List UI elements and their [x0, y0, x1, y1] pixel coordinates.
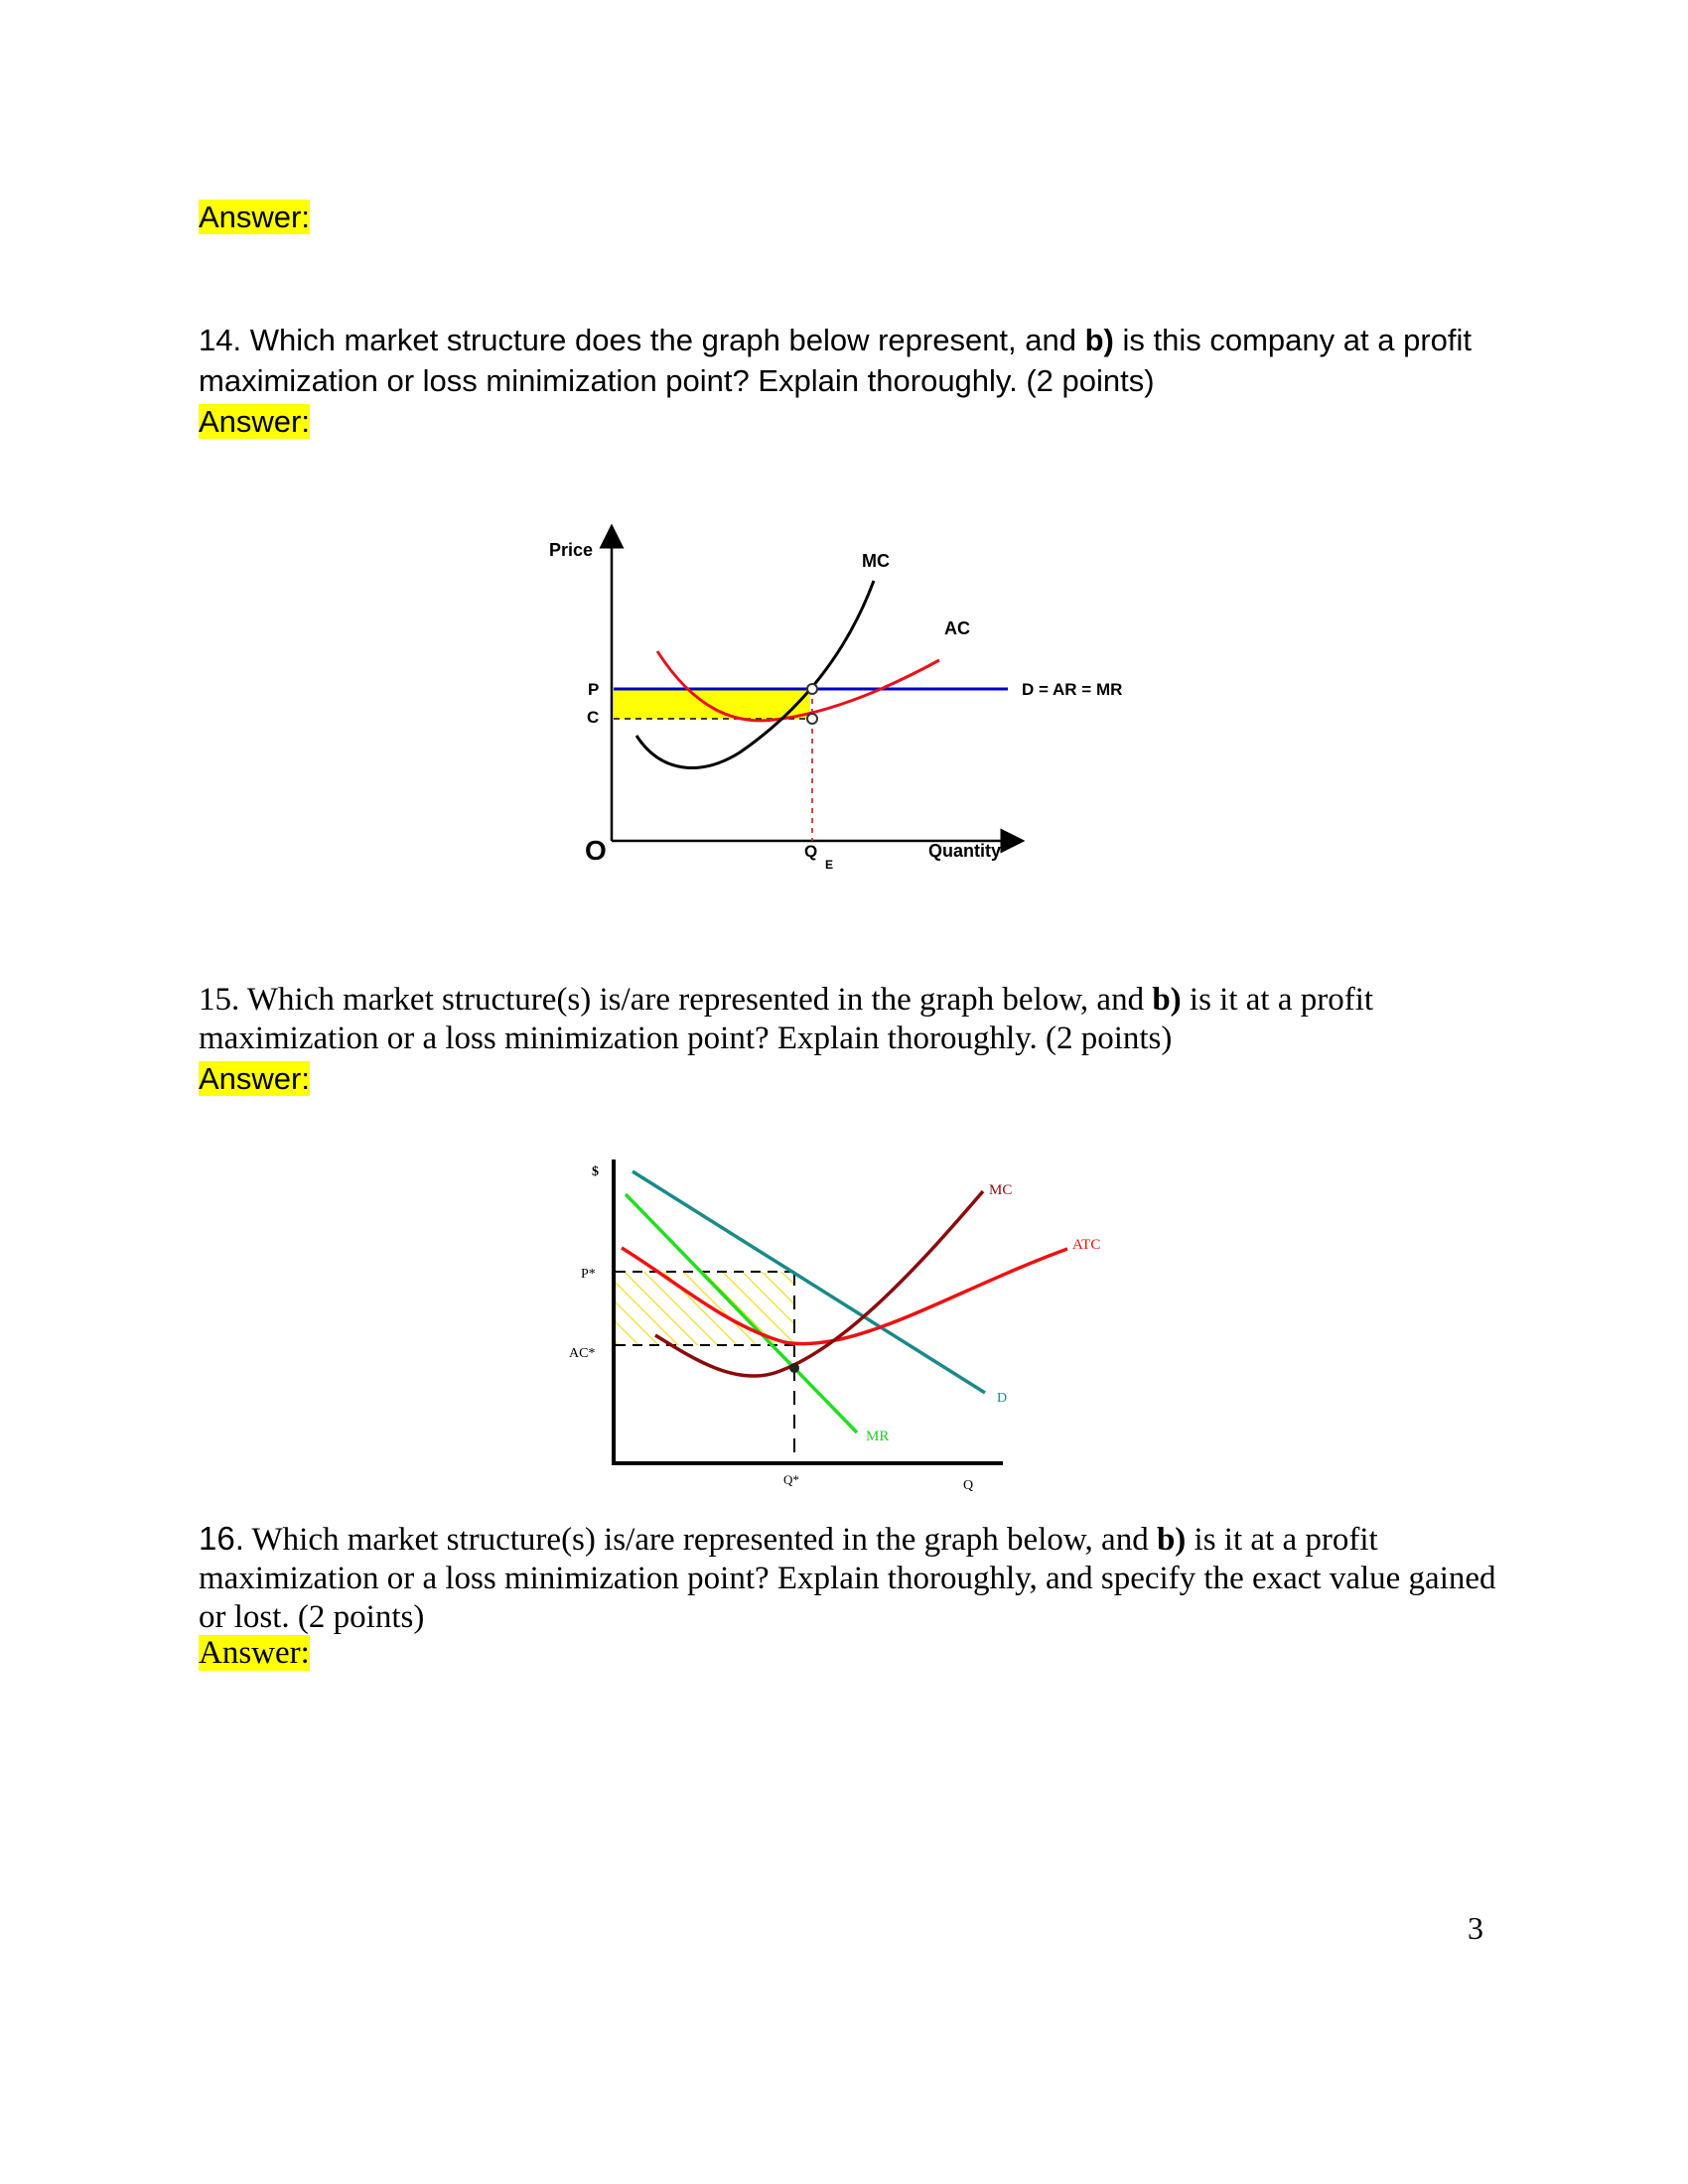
- answer-label: Answer:: [199, 404, 310, 439]
- p-label: P*: [581, 1267, 596, 1282]
- question-text-cont: is it at a profit maximization or a loss minimization point? Explain thoroughly. (2 points): [199, 982, 1374, 1056]
- mc-mr-intersection: [789, 1363, 799, 1373]
- mc-label: MC: [862, 551, 890, 571]
- question-text-cont: is it at a profit maximization or a loss minimization point? Explain thoroughly, and specify the exact value gained or lost. (2 points): [199, 1522, 1496, 1635]
- question-number: 16.: [199, 1520, 244, 1557]
- q-subscript: E: [825, 858, 834, 872]
- question-number: 14.: [199, 323, 242, 357]
- p-label: P: [588, 680, 600, 699]
- answer-label: Answer:: [199, 200, 310, 234]
- mc-label: MC: [989, 1182, 1013, 1198]
- mr-label: MR: [866, 1429, 890, 1444]
- question-part-b: b): [1084, 323, 1114, 357]
- c-label: C: [587, 708, 600, 727]
- page-number: 3: [1468, 1910, 1483, 1946]
- question-text: Which market structure(s) is/are represented in the graph below, and: [251, 1522, 1149, 1558]
- question-text-cont: is this company at a profit maximization or loss minimization point? Explain thoroughly. (2 points): [199, 323, 1473, 398]
- profit-area: [616, 1272, 794, 1345]
- question-part-b: b): [1152, 982, 1182, 1018]
- q-label: Q: [804, 842, 818, 861]
- ac-label: AC: [944, 618, 970, 638]
- x-axis-label: Quantity: [928, 841, 1002, 861]
- answer-label: Answer:: [199, 1635, 310, 1671]
- question-16: [199, 1519, 1509, 1637]
- answer-label: Answer:: [199, 1061, 310, 1096]
- answer-16: [199, 1634, 1509, 1673]
- atc-label: ATC: [1072, 1237, 1101, 1253]
- question-part-b: b): [1156, 1522, 1187, 1558]
- question-text: Which market structure does the graph below represent, and: [249, 323, 1076, 357]
- q-label: Q*: [783, 1472, 799, 1487]
- question-text: Which market structure(s) is/are represented in the graph below, and: [246, 982, 1145, 1018]
- demand-label: D = AR = MR: [1022, 680, 1123, 699]
- d-label: D: [997, 1391, 1008, 1406]
- origin-label: O: [585, 835, 607, 866]
- y-axis-label: Price: [549, 540, 594, 560]
- y-axis-label: $: [592, 1164, 599, 1179]
- question-number: 15.: [199, 982, 240, 1018]
- x-axis-label: Q: [963, 1478, 974, 1493]
- ac-label: AC*: [569, 1346, 596, 1361]
